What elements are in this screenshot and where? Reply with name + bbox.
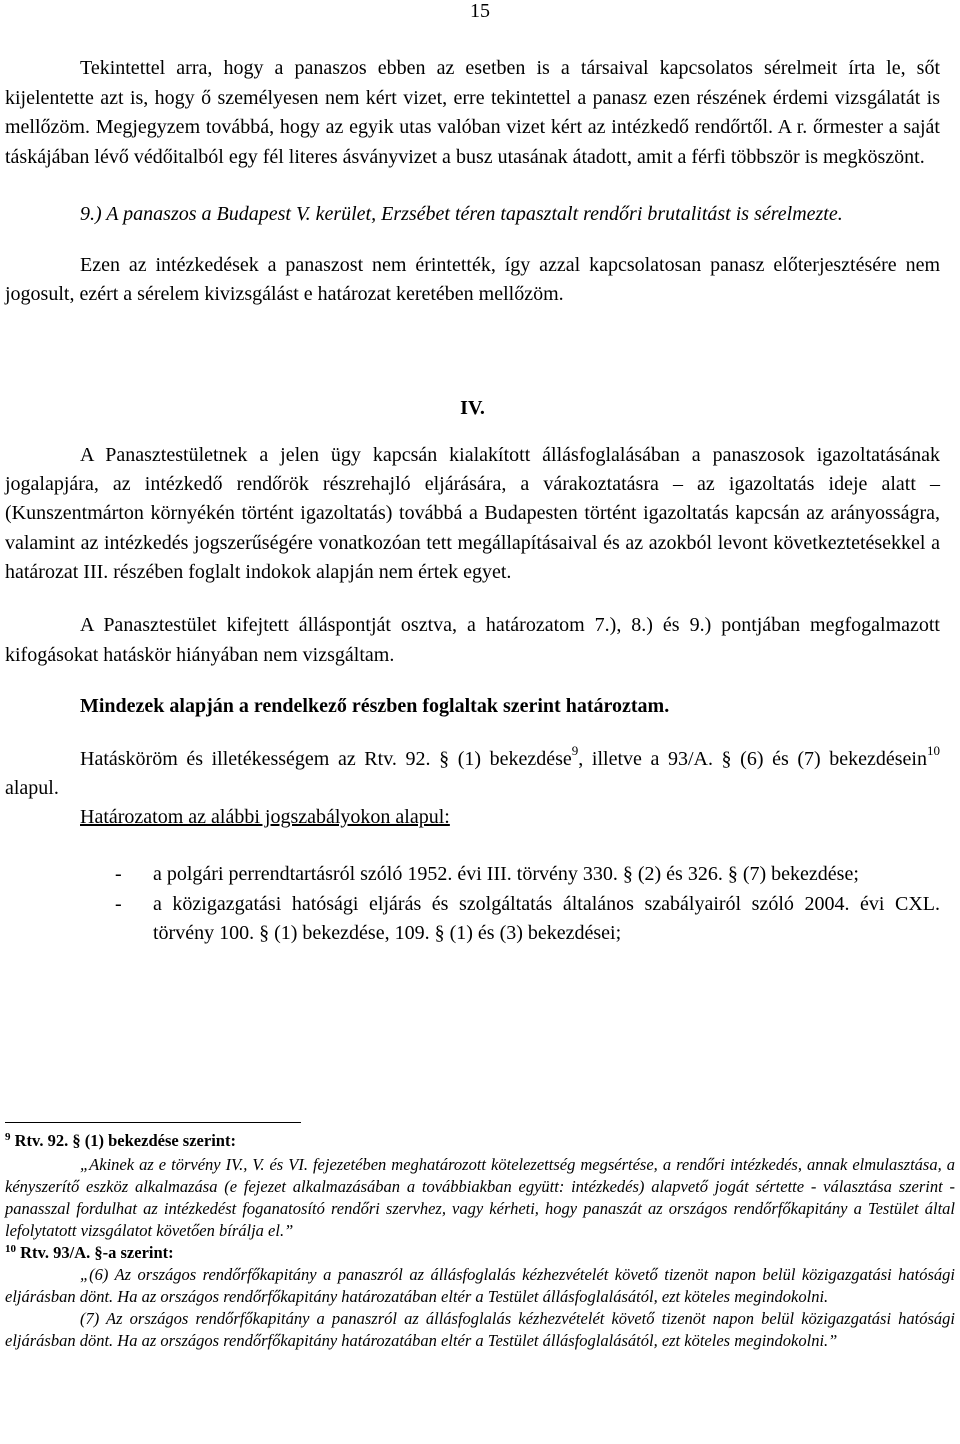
document-body (5, 54, 940, 949)
footnotes (5, 1130, 955, 1352)
list-item (5, 890, 940, 949)
page-number: 15 (470, 0, 490, 22)
footnote-9-heading (5, 1130, 955, 1152)
footnote-10-text-7: (7) Az országos rendőrfőkapitány a panaszról az állásfoglalás kézhezvételét követő tizenöt napon belül közigazgatási hatósági eljárásban dönt. Ha az országos rendőrfőkapitány határozatában eltér a Testület állásfoglalásától, ezt köteles megindokolni.” (5, 1309, 955, 1350)
footnote-10-heading (5, 1242, 955, 1264)
list-item-text: a polgári perrendtartásról szóló 1952. évi III. törvény 330. § (2) és 326. § (7) bekezdése; (153, 863, 859, 886)
section-title-iv: IV. (460, 397, 485, 419)
paragraph-water-complaint: Tekintettel arra, hogy a panaszos ebben az esetben is a társaival kapcsolatos sérelmeit írta le, sőt kijelentette azt is, hogy ő személyesen nem kért vizet, erre tekintettel a panasz ezen részének érdemi vizsgálatát is mellőzöm. Megjegyzem továbbá, hogy az egyik utas valóban vizet kért az intézkedő rendőrtől. A r. őrmester a saját táskájában lévő védőitalból egy fél literes ásványvizet a busz utasának átadott, amit a férfi többször is megköszönt. (5, 57, 940, 168)
footnote-10-number: 10 (5, 1243, 16, 1255)
paragraph-competence (5, 745, 940, 803)
paragraph-panel-opinion: A Panasztestület kifejtett álláspontját osztva, a határozatom 7.), 8.) és 9.) pontjában megfogalmazott kifogásokat hatáskör hiányában nem vizsgáltam. (5, 614, 940, 666)
list-bullet: - (115, 863, 122, 886)
decision-statement: Mindezek alapján a rendelkező részben foglaltak szerint határoztam. (80, 695, 670, 718)
paragraph-panel-disagreement: A Panasztestületnek a jelen ügy kapcsán kialakított állásfoglalásában a panaszosok igazoltatásának jogalapjára, az intézkedő rendőrök részrehajló eljárására, a várakoztatásra – az igazoltatás ideje alatt – (Kunszentmárton környékén történt igazoltatás) továbbá a Budapesten történt igazoltatás kapcsán az arányosságra, valamint az intézkedés jogszerűségére vonatkozóan tett megállapításaival és az azokból levont következtetésekkel a határozat III. részében foglalt indokok alapján nem értek egyet. (5, 444, 940, 583)
footnote-9-number: 9 (5, 1131, 11, 1143)
competence-text-2: , illetve a 93/A. § (6) és (7) bekezdésein (578, 748, 927, 771)
footnote-ref-10: 10 (926, 743, 940, 759)
list-item-text: a közigazgatási hatósági eljárás és szolgáltatás általános szabályairól szóló 2004. évi CXL. törvény 100. § (1) bekezdése, 109. § (1) és (3) bekezdései; (153, 892, 940, 945)
legal-basis-heading: Határozatom az alábbi jogszabályokon alapul: (80, 806, 450, 829)
footnote-separator (5, 1122, 301, 1123)
footnote-ref-9: 9 (571, 743, 579, 759)
list-item (5, 860, 940, 890)
legal-basis-list (5, 860, 940, 949)
footnote-9-title: Rtv. 92. § (1) bekezdése szerint: (14, 1131, 236, 1150)
legal-basis-heading-line (5, 803, 940, 832)
competence-text-3: alapul. (5, 777, 59, 800)
footnote-10-text-6: „(6) Az országos rendőrfőkapitány a panaszról az állásfoglalás kézhezvételét követő tizenöt napon belül közigazgatási hatósági eljárásban dönt. Ha az országos rendőrfőkapitány határozatában eltér a Testület állásfoglalásától, ezt köteles megindokolni. (5, 1265, 955, 1306)
list-bullet: - (115, 892, 122, 915)
paragraph-not-affected: Ezen az intézkedések a panaszost nem érintették, így azzal kapcsolatosan panasz előterjesztésére nem jogosult, ezért a sérelem kivizsgálást e határozat keretében mellőzöm. (5, 254, 940, 305)
footnote-9-text: „Akinek az e törvény IV., V. és VI. fejezetében meghatározott kötelezettség megsértése, a rendőri intézkedés, annak elmulasztása, a kényszerítő eszköz alkalmazása (e fejezet alkalmazásában a továbbiakban együtt: intézkedés) alapvető jogát sértette - választása szerint - panasszal fordulhat az intézkedést foganatosító rendőri szervhez, vagy kérheti, hogy panaszát az országos rendőrfőkapitány a Testület által lefolytatott vizsgálatot követően bírálja el.” (5, 1155, 955, 1240)
footnote-10-title: Rtv. 93/A. §-a szerint: (20, 1243, 174, 1262)
heading-point-9: 9.) A panaszos a Budapest V. kerület, Erzsébet téren tapasztalt rendőri brutalitást is sérelmezte. (80, 203, 843, 225)
competence-text-1: Hatásköröm és illetékességem az Rtv. 92. § (1) bekezdése (80, 748, 572, 771)
